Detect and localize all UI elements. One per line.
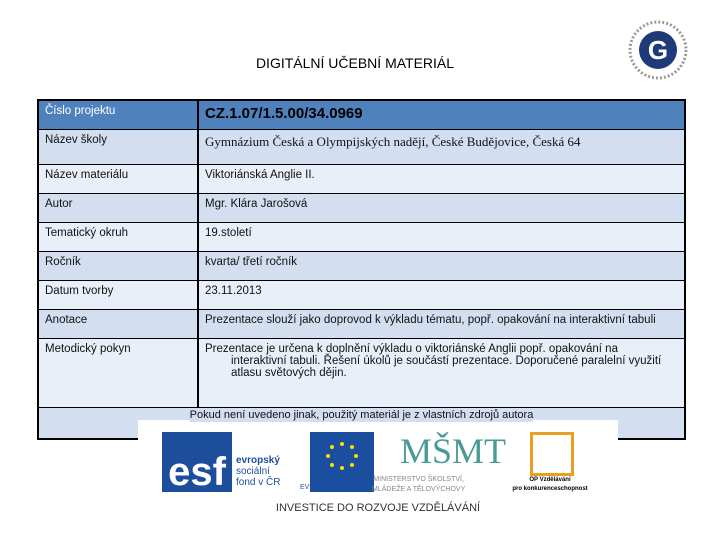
table-row [38,165,685,194]
esf-logo: esf [162,432,232,492]
op-text: OP Vzdělávání pro konkurenceschopnost [512,477,588,492]
table-row [38,223,685,252]
msmt-text: MINISTERSTVO ŠKOLSTVÍ, MLÁDEŽE A TĚLOVÝCHOVY [372,476,466,493]
row-value: Prezentace je určena k doplnění výkladu o viktoriánské Anglii popř. opakování na [205,343,618,355]
row-label: Název materiálu [38,165,198,194]
op-logo [530,432,574,476]
table-row [38,194,685,223]
row-label: Autor [38,194,198,223]
row-label: Ročník [38,252,198,281]
row-value: 19.století [198,223,685,252]
row-label: Tematický okruh [38,223,198,252]
school-logo [628,20,688,80]
row-value: 23.11.2013 [198,281,685,310]
eu-flag [310,432,374,492]
metadata-table [37,99,686,440]
project-number: CZ.1.07/1.5.00/34.0969 [198,100,685,130]
table-row [38,100,685,130]
row-value: Viktoriánská Anglie II. [198,165,685,194]
table-row [38,130,685,165]
eu-text: EVROPSKÁ UNIE [300,484,358,491]
table-row [38,252,685,281]
school-name: Gymnázium Česká a Olympijských nadějí, České Budějovice, Česká 64 [205,134,581,149]
footer-note: Pokud není uvedeno jinak, použitý materiál je z vlastních zdrojů autora [189,409,534,421]
table-row [38,281,685,310]
row-value: kvarta/ třetí ročník [198,252,685,281]
svg-text:G: G [647,35,669,65]
row-label: Název školy [38,130,198,165]
row-value: Mgr. Klára Jarošová [198,194,685,223]
esf-text: evropský sociální fond v ČR [236,455,281,488]
invest-slogan: INVESTICE DO ROZVOJE VZDĚLÁVÁNÍ [275,502,481,514]
page-title: DIGITÁLNÍ UČEBNÍ MATERIÁL [255,55,455,71]
table-row [38,310,685,339]
msmt-logo: MŠMT [400,431,507,471]
row-label: Anotace [38,310,198,339]
row-value-cont: interaktivní tabuli. Řešení úkolů je součástí prezentace. Doporučené paralelní využití atlasu světových dějin. [231,355,662,379]
row-value: Prezentace slouží jako doprovod k výkladu tématu, popř. opakování na interaktivní tabuli [198,310,685,339]
table-row [38,339,685,408]
row-label: Číslo projektu [38,100,198,130]
row-label: Metodický pokyn [38,339,198,408]
row-label: Datum tvorby [38,281,198,310]
